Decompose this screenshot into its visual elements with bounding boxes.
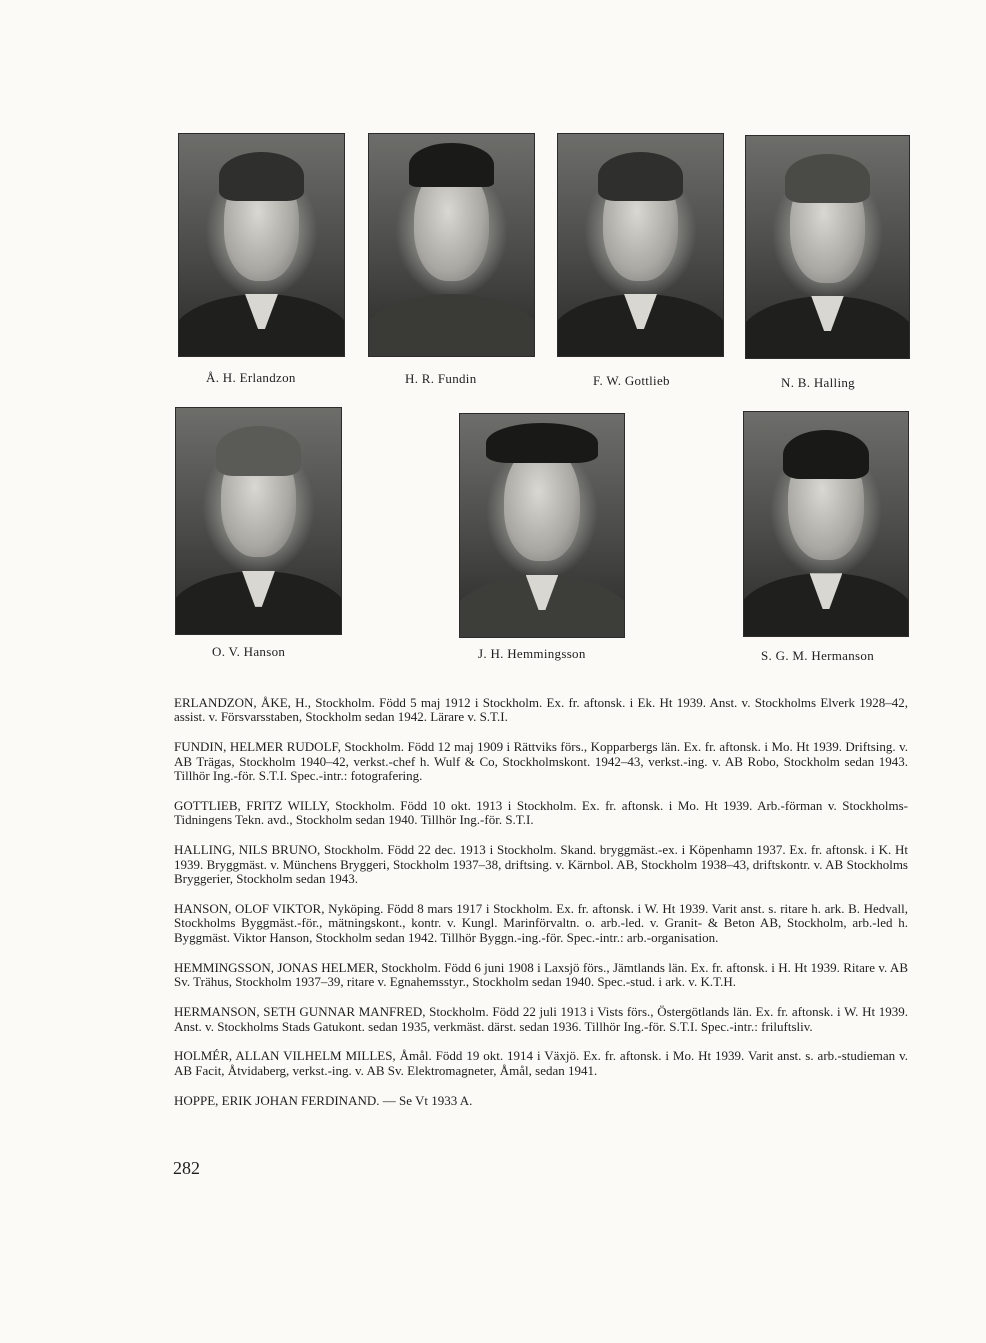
portrait-hanson (175, 407, 342, 635)
portrait-gottlieb (557, 133, 724, 357)
caption-hanson: O. V. Hanson (212, 644, 286, 659)
caption-erlandzon: Å. H. Erlandzon (206, 370, 296, 385)
portrait-fundin (368, 133, 535, 357)
portrait-hermanson (743, 411, 909, 637)
entry-erlandzon: ERLANDZON, ÅKE, H., Stockholm. Född 5 maj 1912 i Stockholm. Ex. fr. aftonsk. i Ek. Ht 1939. Anst. v. Stockholms Elverk 1928–42, assist. v. Försvarsstaben, Stockholm sedan 1942. Lärare v. S.T.I. (174, 695, 908, 725)
entry-hanson: HANSON, OLOF VIKTOR, Nyköping. Född 8 mars 1917 i Stockholm. Ex. fr. aftonsk. i W. Ht 1939. Varit anst. s. ritare h. ark. B. Hedvall, Stockholms Byggmäst.-för., mätningskont., kontr. v. Kungl. Marinförvaltn. o. arb.-led. v. Granit- & Beton AB, Stockholm, arb.-led h. Byggmäst. Viktor Hanson, Stockholm sedan 1942. Tillhör Byggn.-ing.-för. Spec.-intr.: arb.-organisation. (174, 901, 908, 945)
caption-halling: N. B. Halling (781, 375, 855, 390)
entry-hoppe: HOPPE, ERIK JOHAN FERDINAND. — Se Vt 1933 A. (174, 1092, 473, 1108)
portrait-hemmingsson (459, 413, 625, 638)
caption-fundin: H. R. Fundin (405, 371, 477, 386)
portrait-halling (745, 135, 910, 359)
entry-hermanson: HERMANSON, SETH GUNNAR MANFRED, Stockholm. Född 22 juli 1913 i Vists förs., Östergötlands län. Ex. fr. aftonsk. i W. Ht 1939. Anst. v. Stockholms Stads Gatukont. sedan 1935, verkmäst. därst. sedan 1936. Tillhör Ing.-för. S.T.I. Spec.-intr.: friluftsliv. (174, 1004, 908, 1034)
caption-hermanson: S. G. M. Hermanson (761, 648, 875, 663)
portrait-erlandzon (178, 133, 345, 357)
biography-list (174, 696, 908, 1108)
entry-fundin: FUNDIN, HELMER RUDOLF, Stockholm. Född 12 maj 1909 i Rättviks förs., Kopparbergs län. Ex. fr. aftonsk. i Mo. Ht 1939. Driftsing. v. AB Trägas, Stockholm 1940–42, verkst.-chef h. Wulf & Co, Stockholmskont. 1942–43, verkst.-ing. v. AB Robo, Stockholm sedan 1943. Tillhör Ing.-för. S.T.I. Spec.-intr.: fotografering. (174, 739, 908, 784)
entry-halling: HALLING, NILS BRUNO, Stockholm. Född 22 dec. 1913 i Stockholm. Skand. bryggmäst.-ex. i Köpenhamn 1937. Ex. fr. aftonsk. i K. Ht 1939. Bryggmäst. v. Münchens Bryggeri, Stockholm 1937–38, driftsing. v. Kärnbol. AB, Stockholm 1938–43, driftskontr. v. AB Stockholms Bryggerier, Stockholm sedan 1943. (174, 842, 908, 887)
caption-hemmingsson: J. H. Hemmingsson (478, 646, 586, 661)
caption-gottlieb: F. W. Gottlieb (593, 373, 670, 388)
entry-holmer: HOLMÉR, ALLAN VILHELM MILLES, Åmål. Född 19 okt. 1914 i Växjö. Ex. fr. aftonsk. i Mo. Ht 1939. Varit anst. s. arb.-studieman v. AB Facit, Åtvidaberg, verkst.-ing. v. AB Sv. Elektromagneter, Åmål, sedan 1941. (174, 1048, 908, 1078)
entry-gottlieb: GOTTLIEB, FRITZ WILLY, Stockholm. Född 10 okt. 1913 i Stockholm. Ex. fr. aftonsk. i Mo. Ht 1939. Arb.-förman v. Stockholms-Tidningens Tekn. avd., Stockholm sedan 1940. Tillhör Ing.-för. S.T.I. (174, 798, 908, 828)
page-number: 282 (173, 1158, 200, 1178)
entry-hemmingsson: HEMMINGSSON, JONAS HELMER, Stockholm. Född 6 juni 1908 i Laxsjö förs., Jämtlands län. Ex. fr. aftonsk. i H. Ht 1939. Ritare v. AB Sv. Trähus, Stockholm 1937–39, ritare v. Egnahemsstyr., Stockholm sedan 1940. Spec.-stud. i ark. v. K.T.H. (174, 959, 908, 990)
